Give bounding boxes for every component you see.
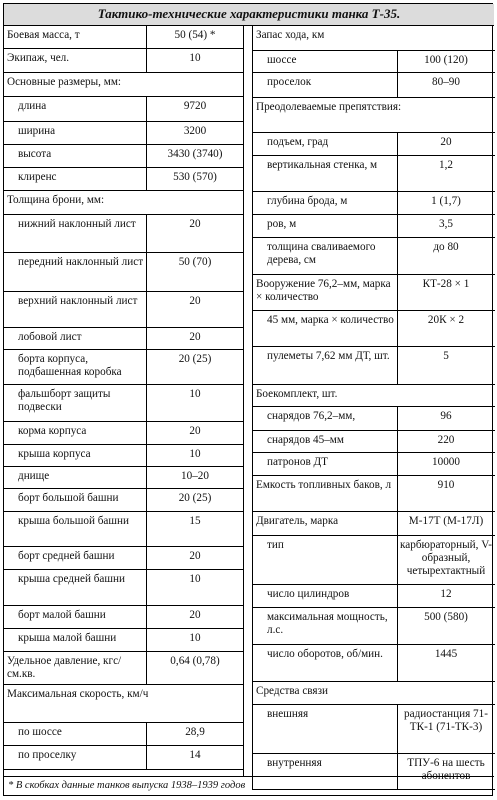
- row-label: крыша средней башни: [18, 573, 125, 585]
- table-row: [253, 238, 495, 275]
- row-value: 20 (25): [146, 489, 243, 511]
- row-value: карбюраторный, V-образный, четырехтактный: [397, 536, 494, 584]
- row-value: 96: [397, 407, 494, 430]
- table-row: [4, 145, 243, 168]
- row-label: подъем, град: [267, 136, 329, 148]
- table-row: [4, 652, 243, 685]
- row-value: 100 (120): [397, 51, 494, 72]
- table-row: [253, 608, 495, 645]
- table-row: [4, 253, 243, 292]
- row-value: 10: [146, 445, 243, 466]
- row-label: крыша большой башни: [18, 515, 129, 527]
- row-value: 1445: [397, 645, 494, 681]
- table-row: [253, 645, 495, 682]
- row-label: снарядов 45–мм: [267, 434, 344, 446]
- table-row: [253, 512, 495, 536]
- table-row: [4, 746, 243, 770]
- table-row: [4, 385, 243, 422]
- row-value: 20: [146, 328, 243, 349]
- section-header-row: [253, 385, 495, 407]
- table-row: [4, 606, 243, 629]
- table-row: [4, 215, 243, 253]
- table-row: [253, 431, 495, 453]
- section-header-row: [4, 73, 243, 97]
- row-label: пулеметы 7,62 мм ДТ, шт.: [267, 350, 390, 362]
- row-label: вертикальная стенка, м: [267, 159, 378, 171]
- row-value: 10: [146, 629, 243, 651]
- row-value: 10: [146, 49, 243, 72]
- section-header-row: [4, 191, 243, 215]
- row-label: клиренс: [18, 171, 57, 183]
- table-row: [4, 122, 243, 145]
- row-label: число цилиндров: [267, 588, 350, 600]
- row-label: снарядов 76,2–мм,: [267, 410, 356, 422]
- table-row: [253, 192, 495, 215]
- row-value: 20: [146, 422, 243, 444]
- row-label: Основные размеры, мм:: [7, 76, 122, 88]
- row-value: 20: [146, 547, 243, 569]
- row-label: Удельное давление, кгс/см.кв.: [7, 655, 122, 680]
- row-label: ширина: [18, 125, 56, 137]
- table-row: [4, 350, 243, 385]
- table-row: [4, 292, 243, 328]
- row-value: 14: [146, 746, 243, 769]
- row-label: Средства связи: [256, 685, 328, 697]
- row-value: 910: [397, 476, 494, 511]
- row-label: шоссе: [267, 54, 297, 66]
- table-row: [253, 275, 495, 311]
- table-row: [253, 705, 495, 754]
- row-value: 10: [146, 570, 243, 605]
- row-label: ров, м: [267, 218, 297, 230]
- section-header-row: [253, 682, 495, 705]
- table-row: [253, 156, 495, 192]
- table-row: [253, 311, 495, 347]
- column-gap: [243, 26, 252, 776]
- table-row: [253, 51, 495, 73]
- section-header-row: [4, 685, 243, 723]
- row-label: Вооружение 76,2–мм, марка × количество: [256, 278, 391, 303]
- row-value: 28,9: [146, 723, 243, 745]
- table-row: [253, 585, 495, 608]
- row-value: ТПУ-6 на шесть абонентов: [397, 754, 494, 789]
- table-row: [253, 73, 495, 98]
- footnote: * В скобках данные танков выпуска 1938–1939 годов: [4, 776, 494, 797]
- table-row: [4, 723, 243, 746]
- row-label: длина: [18, 100, 47, 112]
- table-title: Тактико-технические характеристики танка Т-35.: [4, 4, 494, 26]
- row-value: до 80: [397, 238, 494, 274]
- row-label: Запас хода, км: [256, 29, 325, 41]
- row-label: максимальная мощность, л.с.: [267, 611, 388, 636]
- row-label: лобовой лист: [18, 331, 82, 343]
- table-row: [4, 168, 243, 191]
- row-label: крыша корпуса: [18, 448, 91, 460]
- row-value: 500 (580): [397, 608, 494, 644]
- row-label: борт большой башни: [18, 492, 119, 504]
- table-row: [253, 536, 495, 585]
- row-value: 10000: [397, 453, 494, 475]
- table-row: [4, 328, 243, 350]
- table-row: [253, 215, 495, 238]
- section-header-row: [253, 26, 495, 51]
- row-label: патронов ДТ: [267, 456, 329, 468]
- row-label: 45 мм, марка × количество: [267, 314, 394, 326]
- row-value: 3,5: [397, 215, 494, 237]
- table-row: [4, 629, 243, 652]
- row-label: передний наклонный лист: [18, 256, 144, 268]
- row-label: внутренняя: [267, 757, 322, 769]
- row-value: радиостанция 71-ТК-1 (71-ТК-3): [397, 705, 494, 753]
- row-label: крыша малой башни: [18, 632, 117, 644]
- row-value: 20К × 2: [397, 311, 494, 346]
- row-value: М-17Т (М-17Л): [397, 512, 494, 535]
- row-value: 20: [146, 292, 243, 327]
- table-row: [253, 133, 495, 156]
- left-column: [4, 26, 243, 770]
- row-label: толщина сваливаемого дерева, см: [267, 241, 376, 266]
- right-column: [252, 26, 495, 790]
- row-value: 80–90: [397, 73, 494, 97]
- row-label: верхний наклонный лист: [18, 295, 138, 307]
- table-row: [4, 547, 243, 570]
- row-label: нижний наклонный лист: [18, 218, 136, 230]
- row-label: борт малой башни: [18, 609, 106, 621]
- row-label: внешняя: [267, 708, 309, 720]
- row-value: 0,64 (0,78): [146, 652, 243, 684]
- row-value: КТ-28 × 1: [397, 275, 494, 310]
- row-label: корма корпуса: [18, 425, 87, 437]
- row-value: 20: [146, 215, 243, 252]
- table-row: [4, 570, 243, 606]
- row-label: фальшборт защиты подвески: [18, 388, 111, 413]
- row-value: 530 (570): [146, 168, 243, 190]
- row-label: борт средней башни: [18, 550, 115, 562]
- row-value: 50 (54) *: [146, 26, 243, 48]
- table-row: [4, 97, 243, 122]
- table-row: [4, 445, 243, 467]
- table-row: [253, 476, 495, 512]
- row-label: Преодолеваемые препятствия:: [256, 101, 402, 113]
- row-value: 20: [146, 606, 243, 628]
- row-label: днище: [18, 470, 50, 482]
- section-header-row: [253, 98, 495, 133]
- row-label: Толщина брони, мм:: [7, 194, 105, 206]
- spec-table: [3, 3, 493, 796]
- row-label: Двигатель, марка: [256, 515, 339, 527]
- table-row: [4, 467, 243, 489]
- table-row: [253, 347, 495, 385]
- row-value: 20: [397, 133, 494, 155]
- row-label: Экипаж, чел.: [7, 52, 70, 64]
- row-value: 1,2: [397, 156, 494, 191]
- row-label: число оборотов, об/мин.: [267, 648, 383, 660]
- row-label: Боекомплект, шт.: [256, 388, 338, 400]
- row-value: 50 (70): [146, 253, 243, 291]
- row-value: 1 (1,7): [397, 192, 494, 214]
- row-value: 10: [146, 385, 243, 421]
- row-value: 12: [397, 585, 494, 607]
- row-value: 15: [146, 512, 243, 546]
- table-row: [4, 49, 243, 73]
- row-label: Емкость топливных баков, л: [256, 479, 392, 491]
- row-value: 10–20: [146, 467, 243, 488]
- table-row: [4, 489, 243, 512]
- table-row: [253, 453, 495, 476]
- row-label: глубина брода, м: [267, 195, 348, 207]
- row-label: Максимальная скорость, км/ч: [7, 688, 149, 700]
- row-value: 5: [397, 347, 494, 384]
- row-label: высота: [18, 148, 52, 160]
- row-value: 9720: [146, 97, 243, 121]
- row-label: по шоссе: [18, 726, 62, 738]
- row-label: по проселку: [18, 749, 77, 761]
- row-value: 220: [397, 431, 494, 452]
- row-label: проселок: [267, 76, 312, 88]
- table-row: [253, 407, 495, 431]
- row-value: 20 (25): [146, 350, 243, 384]
- row-label: Боевая масса, т: [7, 29, 80, 41]
- row-label: тип: [267, 539, 284, 551]
- row-value: 3430 (3740): [146, 145, 243, 167]
- table-row: [4, 422, 243, 445]
- table-row: [4, 26, 243, 49]
- table-row: [4, 512, 243, 547]
- row-label: борта корпуса, подбашенная коробка: [18, 353, 122, 378]
- row-value: 3200: [146, 122, 243, 144]
